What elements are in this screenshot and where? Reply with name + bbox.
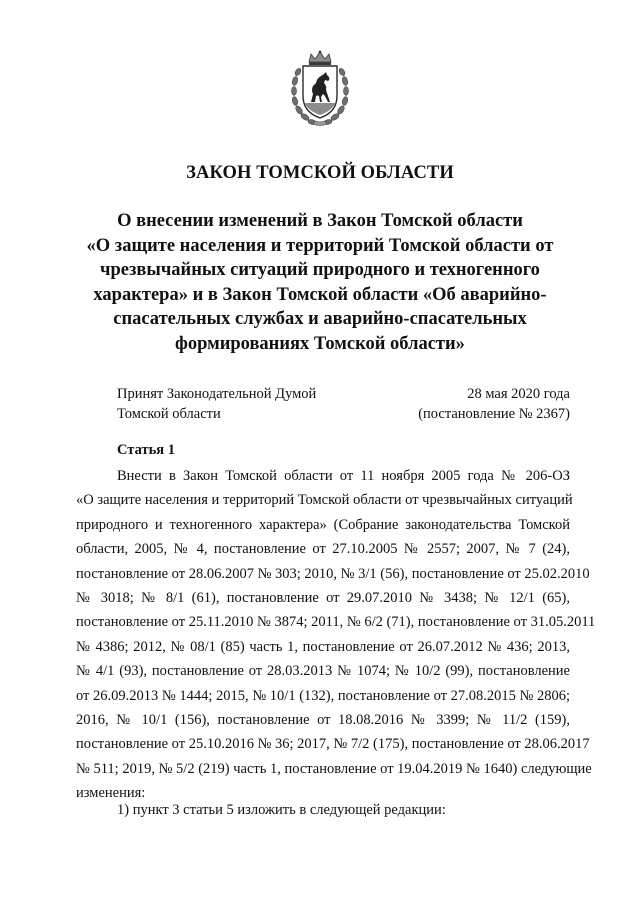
body-line: природного и техногенного характера» (Собрание законодательства Томской [76,516,570,533]
subject-line: характера» и в Закон Томской области «Об аварийно- [93,284,547,305]
article-body [76,464,596,805]
subject-line: спасательных службах и аварийно-спасательных [113,309,527,330]
subject-line: О внесении изменений в Закон Томской области [117,211,523,231]
adoption-date-line: 28 мая 2020 года [467,386,570,402]
ribbon [313,121,327,126]
body-line: «О защите населения и территорий Томской области от чрезвычайных ситуаций [76,492,573,509]
article-title: Статья 1 [117,442,175,458]
subject-line: «О защите населения и территорий Томской области от [86,235,554,256]
body-line: № 511; 2019, № 5/2 (219) часть 1, постановление от 19.04.2019 № 1640) следующие [76,760,592,777]
body-line: № 4/1 (93), постановление от 28.03.2013 № 1074; № 10/2 (99), постановление [76,663,570,680]
body-line: 2016, № 10/1 (156), постановление от 18.08.2016 № 3399; № 11/2 (159), [76,711,570,728]
adopted-by-line: Томской области [117,405,221,422]
adopted-by-line: Принят Законодательной Думой [117,386,317,402]
adoption-date [418,385,570,424]
body-line: постановление от 25.11.2010 № 3874; 2011, № 6/2 (71), постановление от 31.05.2011 [76,614,596,631]
body-line: изменения: [76,785,146,802]
adopted-by [117,385,316,424]
body-line: постановление от 25.10.2016 № 36; 2017, № 7/2 (175), постановление от 28.06.2017 [76,736,590,753]
crown [309,51,331,65]
resolution-number: (постановление № 2367) [418,405,570,422]
body-line: постановление от 28.06.2007 № 303; 2010, № 3/1 (56), постановление от 25.02.2010 [76,565,590,582]
law-subject [70,209,570,357]
subject-line: формированиях Томской области» [175,333,465,354]
subject-line: чрезвычайных ситуаций природного и техногенного [100,260,540,281]
law-title: ЗАКОН ТОМСКОЙ ОБЛАСТИ [186,163,454,183]
body-line: № 4386; 2012, № 08/1 (85) часть 1, постановление от 26.07.2012 № 436; 2013, [76,638,570,655]
shield-ground [305,103,335,115]
coat-of-arms-emblem [289,50,351,128]
body-line: области, 2005, № 4, постановление от 27.10.2005 № 2557; 2007, № 7 (24), [76,541,570,558]
body-line: от 26.09.2013 № 1444; 2015, № 10/1 (132), постановление от 27.08.2015 № 2806; [76,687,570,704]
body-line: Внести в Закон Томской области от 11 ноября 2005 года № 206-ОЗ [117,468,570,484]
body-line: № 3018; № 8/1 (61), постановление от 29.07.2010 № 3438; № 12/1 (65), [76,589,570,606]
amendment-item-1: 1) пункт 3 статьи 5 изложить в следующей редакции: [117,802,446,818]
